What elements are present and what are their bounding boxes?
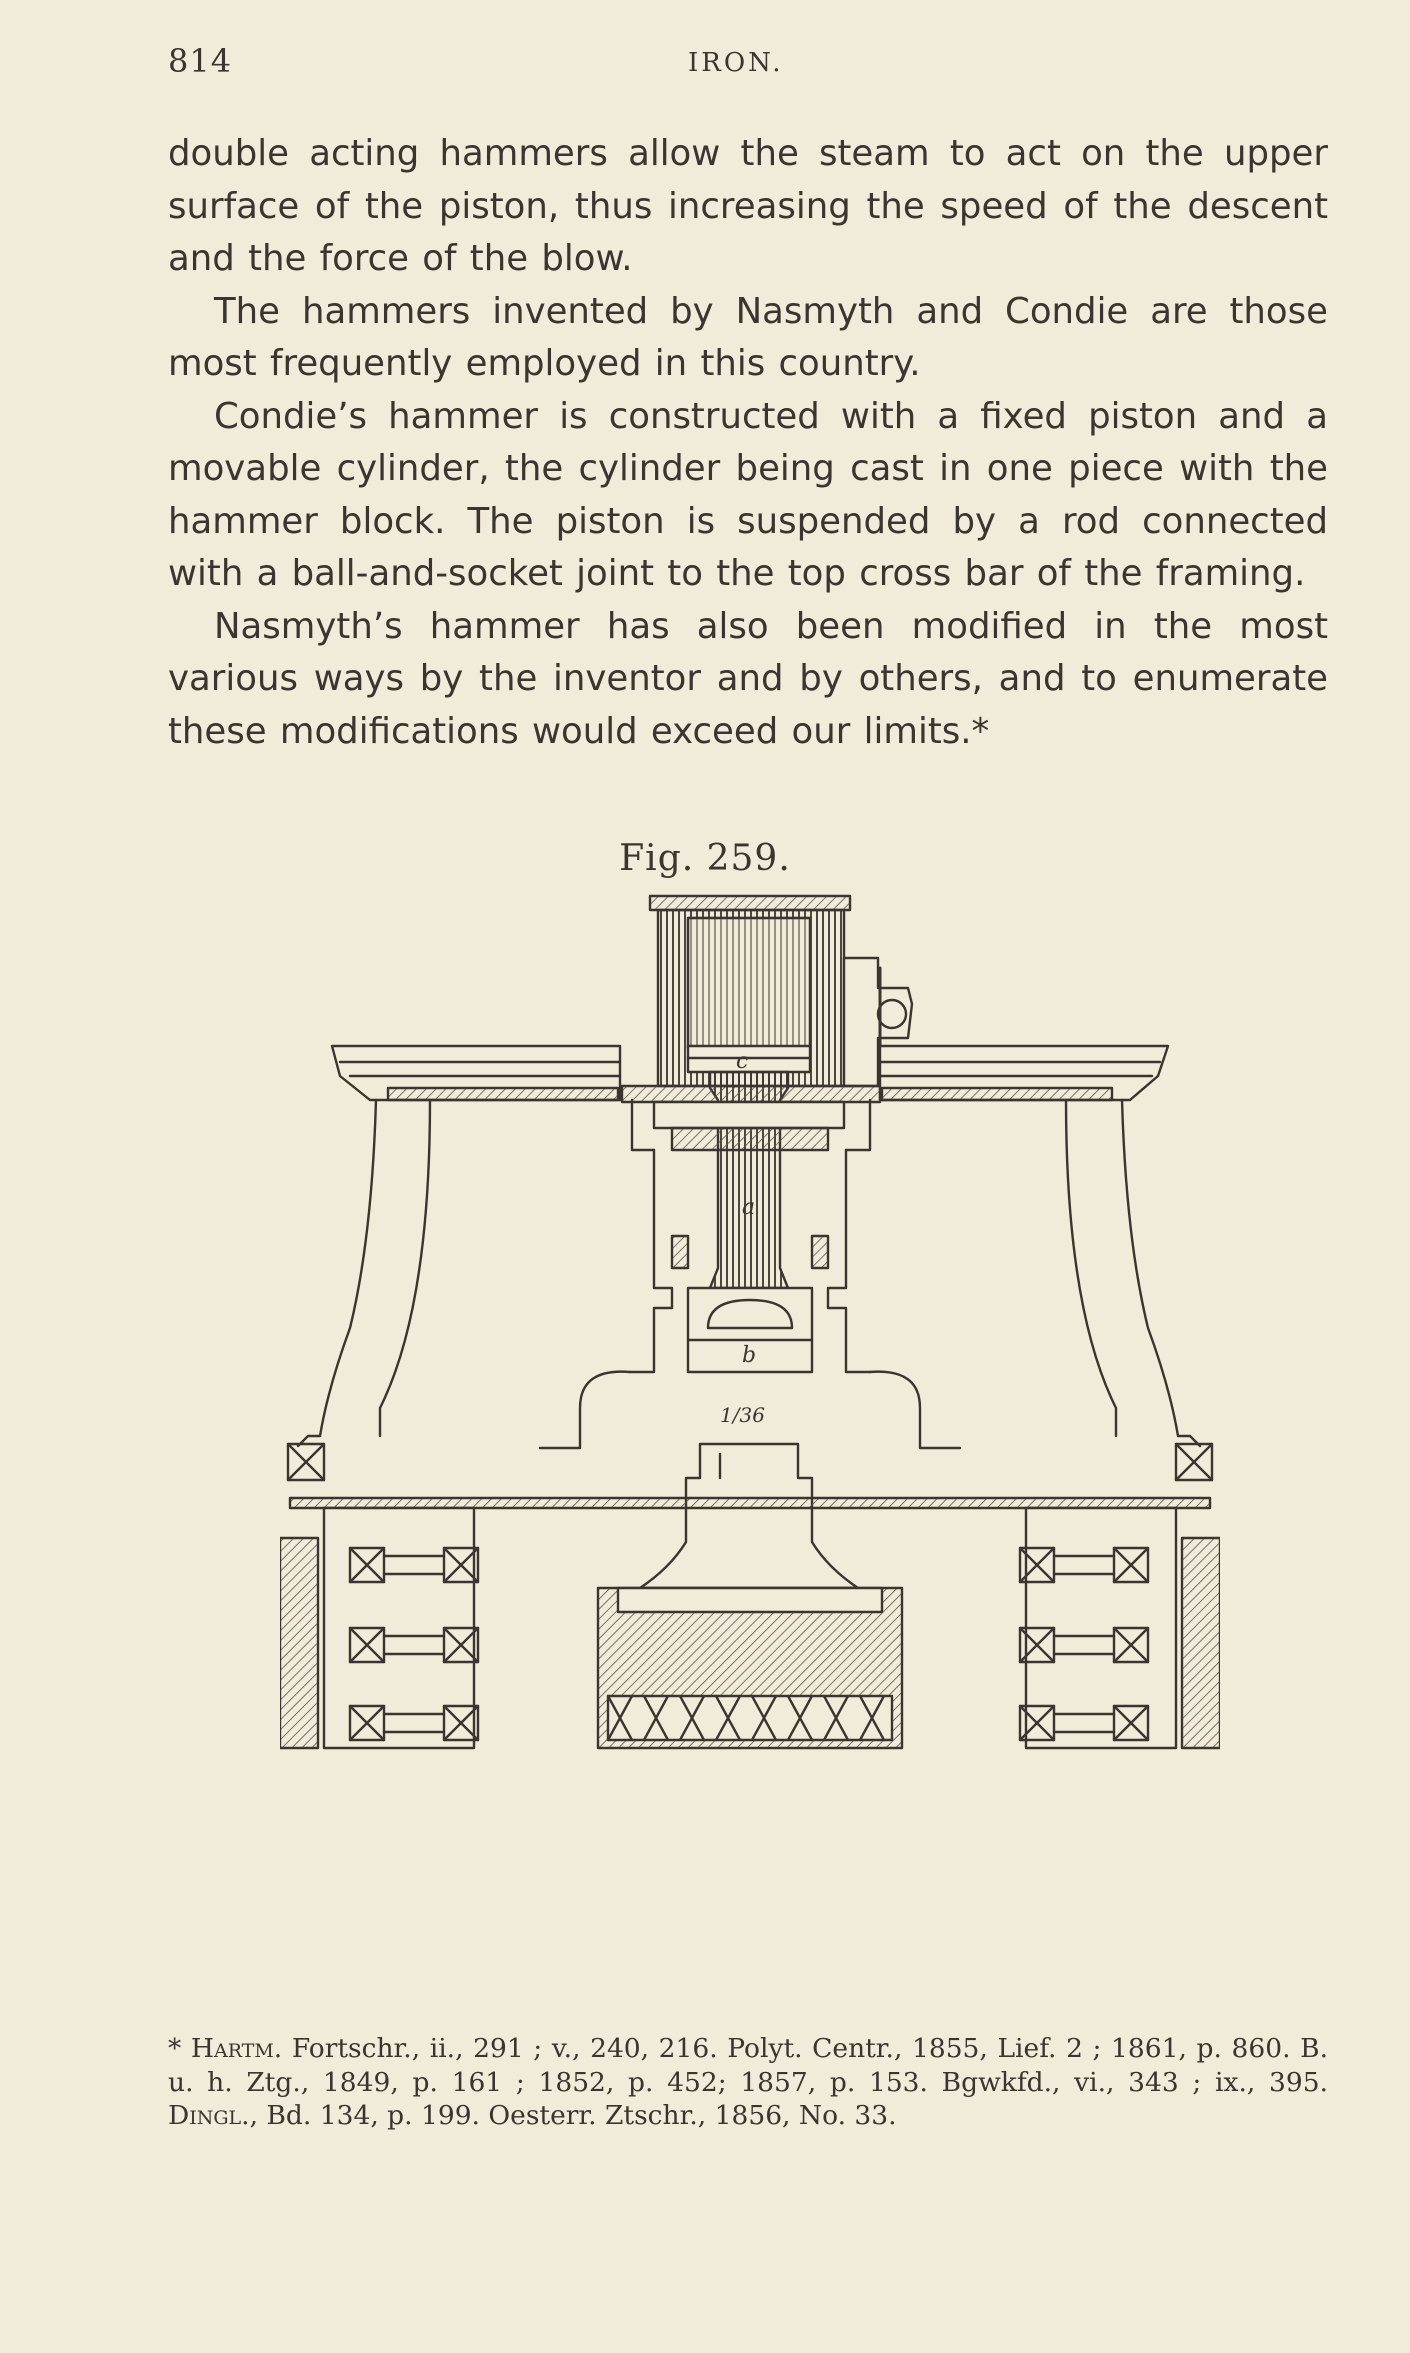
paragraph: The hammers invented by Nasmyth and Condie are those most frequently employed in this country. <box>168 290 1328 384</box>
anvil-timbers <box>608 1696 892 1740</box>
body-text <box>168 128 1328 758</box>
cylinder-cover <box>650 896 850 910</box>
running-head: IRON. <box>688 48 784 78</box>
footnote-author: Hartm. <box>190 2033 283 2064</box>
footnote-author: Dingl. <box>168 2100 250 2131</box>
footnote-text: Fortschr., ii., 291 ; v., 240, 216. Polyt. Centr., 1855, Lief. 2 ; 1861, p. 860. B. u. h. Ztg., 1849, p. 161 ; 1852, p. 452; 1857, p. 153. Bgwkfd., vi., 343 ; ix., 395. <box>168 2033 1328 2098</box>
footnote <box>168 2032 1328 2133</box>
footnote-marker: * <box>168 2033 182 2064</box>
anvil <box>640 1444 858 1588</box>
page-header <box>168 42 1328 92</box>
label-rod: a <box>742 1195 756 1220</box>
label-scale: 1/36 <box>720 1403 765 1427</box>
figure-caption: Fig. 259. <box>619 838 791 879</box>
frame-standard-right <box>1122 1100 1200 1446</box>
frame-standard-left <box>298 1100 376 1446</box>
paragraph: Nasmyth’s hammer has also been modified in the most various ways by the inventor and by others, and to enumerate these modifications would exceed our limits.* <box>168 605 1328 752</box>
label-piston: c <box>736 1049 749 1074</box>
label-hammer-block: b <box>742 1343 757 1368</box>
paragraph: double acting hammers allow the steam to act on the upper surface of the piston, thus increasing the speed of the descent and the force of the blow. <box>168 133 1328 279</box>
page-number: 814 <box>168 42 233 80</box>
steam-hammer-illustration <box>280 888 1220 2018</box>
paragraph: Condie’s hammer is constructed with a fixed piston and a movable cylinder, the cylinder being cast in one piece with the hammer block. The piston is suspended by a rod connected with a ball-and-socket joint to the top cross bar of the framing. <box>168 395 1328 594</box>
footnote-text: , Bd. 134, p. 199. Oesterr. Ztschr., 1856, No. 33. <box>249 2100 897 2131</box>
